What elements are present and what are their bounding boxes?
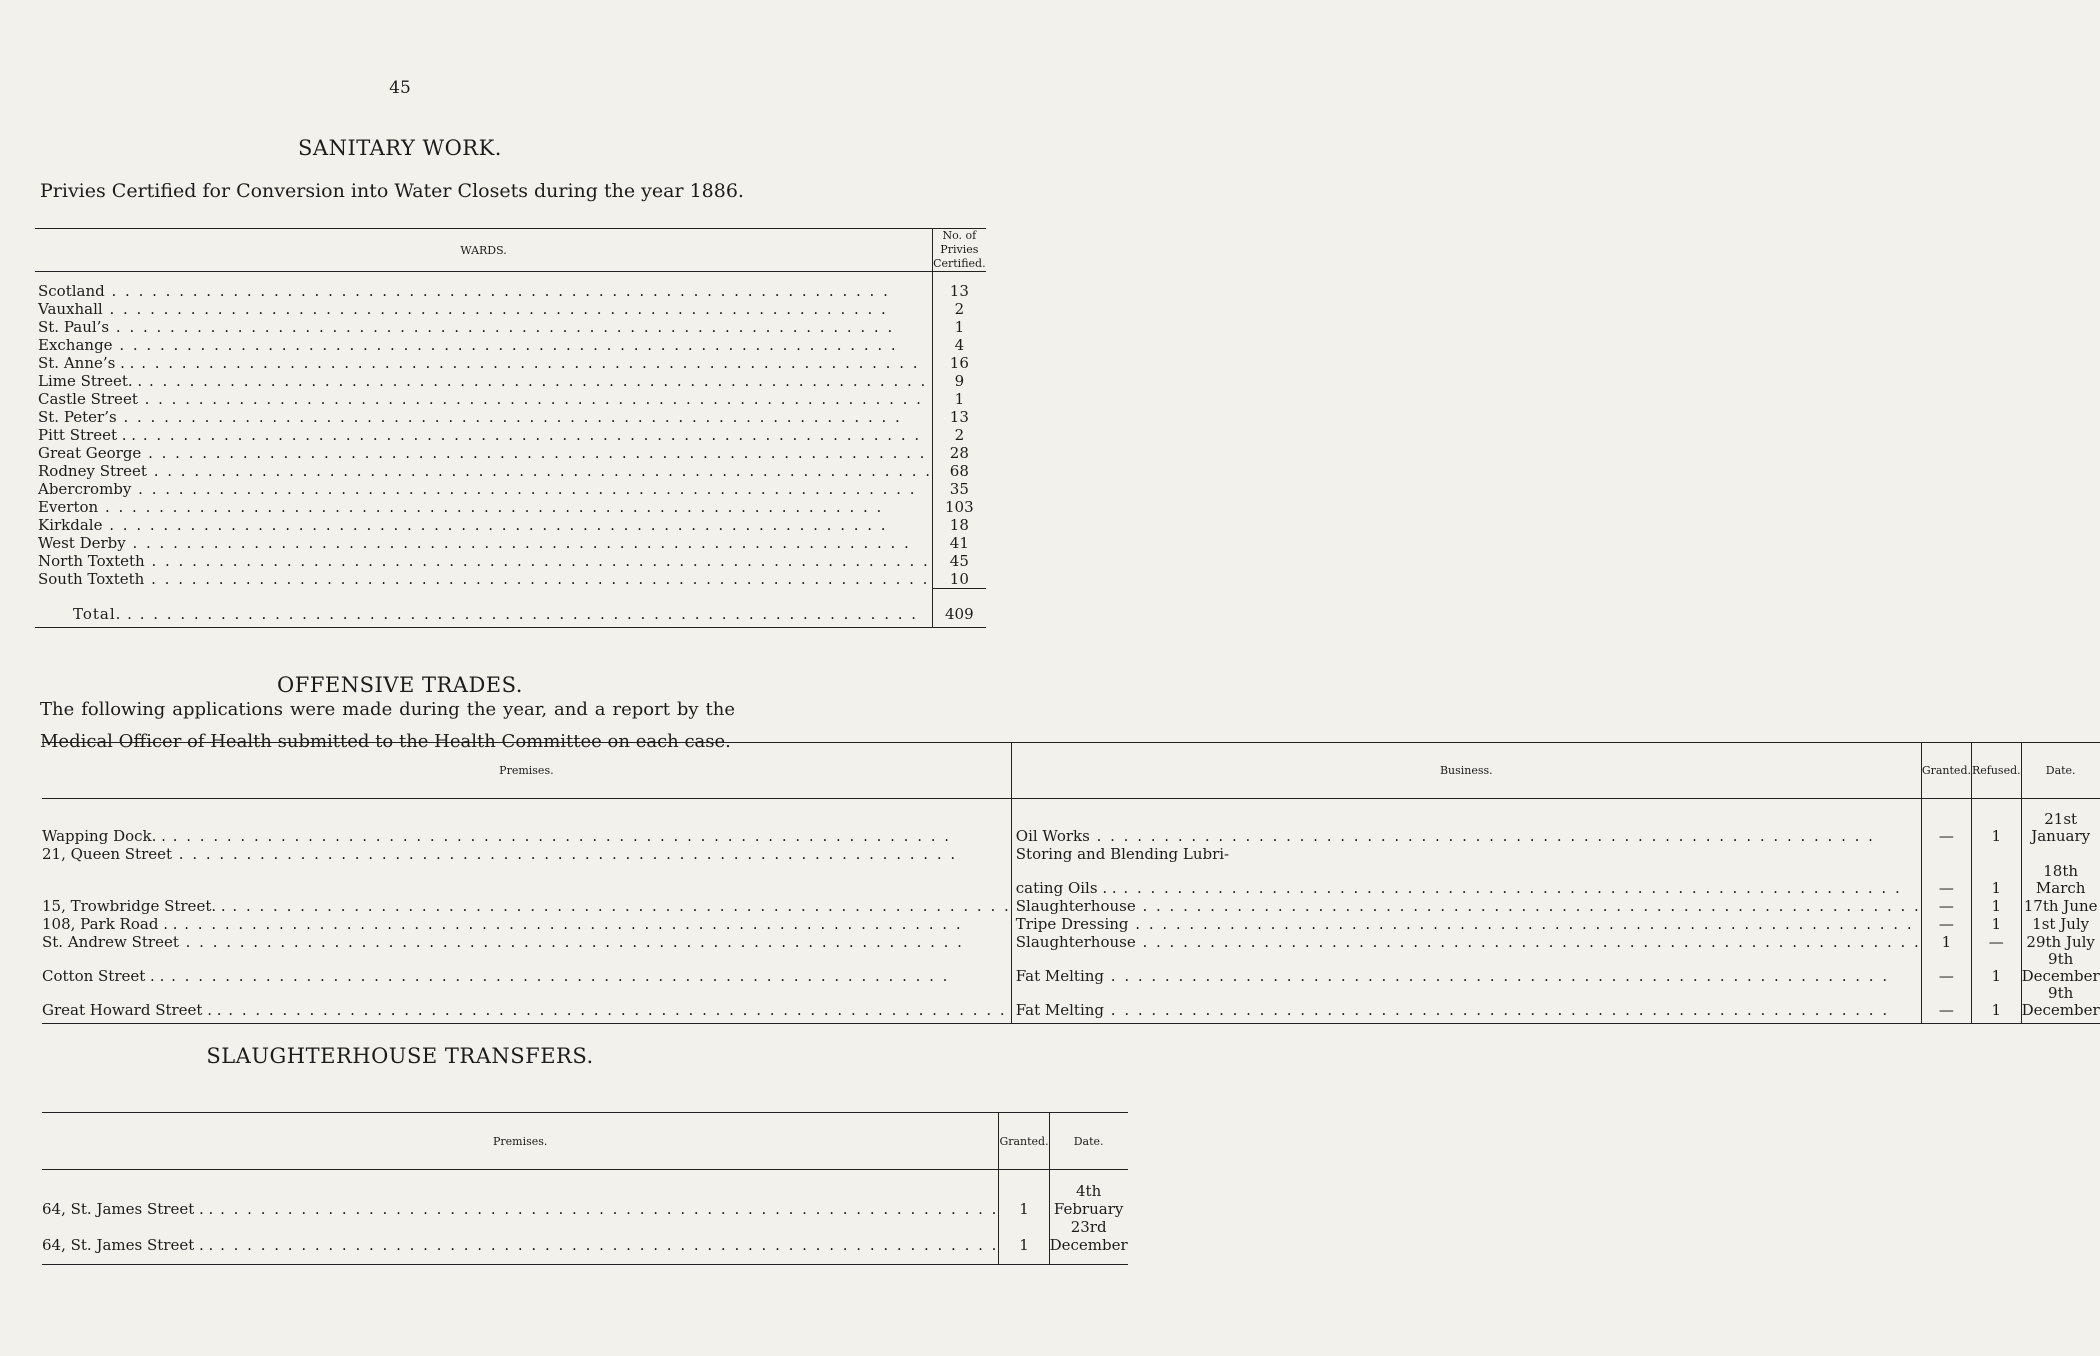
business-cell-text: Fat Melting [1015, 967, 1105, 985]
table-row [35, 426, 986, 444]
date-cell: 18th March [2021, 863, 2100, 897]
ward-name-text: St. Anne’s . . [38, 354, 135, 372]
premises-cell-text: St. Andrew Street [42, 933, 179, 951]
ward-name-text: Rodney Street [38, 462, 147, 480]
ward-name-text: St. Peter’s [38, 408, 117, 426]
premises-cell [42, 933, 1011, 951]
refused-cell: 1 [1971, 915, 2021, 933]
privies-count: 9 [933, 372, 986, 390]
table-row [35, 498, 986, 516]
ward-name [35, 426, 933, 444]
ward-name-text: Castle Street [38, 390, 138, 408]
privies-count: 13 [933, 408, 986, 426]
table-row [42, 863, 2100, 897]
section-heading-offensive-trades: OFFENSIVE TRADES. [277, 673, 523, 697]
granted-cell: — [1921, 985, 1971, 1024]
premises-cell-text: 64, St. James Street . . [42, 1236, 214, 1254]
ward-name-text: Everton [38, 498, 99, 516]
ward-name-text: South Toxteth [38, 570, 145, 589]
table-row [35, 318, 986, 336]
privies-count: 45 [933, 552, 986, 570]
ward-name [35, 552, 933, 570]
date-cell: 4th February [1049, 1170, 1128, 1219]
column-header-premises: Premises. [42, 1113, 999, 1170]
premises-cell-text: 21, Queen Street [42, 845, 173, 863]
business-cell-text: cating Oils . . [1015, 879, 1117, 897]
page-number: 45 [389, 78, 411, 98]
table-row [35, 390, 986, 408]
premises-cell-text: Great Howard Street . . [42, 1001, 222, 1019]
refused-cell: 1 [1971, 799, 2021, 846]
ward-name [35, 444, 933, 462]
ward-name [35, 336, 933, 354]
ward-name-text: North Toxteth [38, 552, 145, 570]
premises-cell [42, 799, 1011, 846]
table-row [35, 462, 986, 480]
date-cell: 9th December [2021, 985, 2100, 1024]
business-cell-text: Slaughterhouse [1015, 933, 1136, 951]
column-header-business: Business. [1011, 743, 1921, 799]
privies-count: 10 [933, 570, 986, 589]
table-row [42, 897, 2100, 915]
ward-name [35, 390, 933, 408]
premises-cell [42, 1170, 999, 1219]
ward-name [35, 462, 933, 480]
business-cell-text: Oil Works [1015, 827, 1090, 845]
premises-cell [42, 845, 1011, 863]
premises-cell [42, 951, 1011, 985]
total-value: 409 [933, 589, 986, 628]
privies-count: 18 [933, 516, 986, 534]
table-row [35, 372, 986, 390]
column-header-privies-certified [933, 229, 986, 272]
ward-name-text: Lime Street. . [38, 372, 143, 390]
granted-cell: 1 [999, 1170, 1049, 1219]
business-cell [1011, 897, 1921, 915]
table-header-row [42, 743, 2100, 799]
column-header-granted: Granted. [999, 1113, 1049, 1170]
privies-count: 35 [933, 480, 986, 498]
ward-name [35, 516, 933, 534]
table-row [42, 1218, 1128, 1265]
ward-name-text: St. Paul’s [38, 318, 110, 336]
table-row [35, 570, 986, 589]
table-row [42, 985, 2100, 1024]
table-row [42, 915, 2100, 933]
refused-cell [1971, 845, 2021, 863]
business-cell [1011, 933, 1921, 951]
privies-count: 68 [933, 462, 986, 480]
premises-cell-text: 64, St. James Street . . [42, 1200, 214, 1218]
date-cell: 23rd December [1049, 1218, 1128, 1265]
granted-cell: — [1921, 951, 1971, 985]
premises-cell [42, 863, 1011, 897]
ward-name [35, 354, 933, 372]
premises-cell [42, 1218, 999, 1265]
premises-cell-text: 108, Park Road . . [42, 915, 178, 933]
wards-table-caption: Privies Certified for Conversion into Water Closets during the year 1886. [40, 180, 744, 202]
table-row [42, 1170, 1128, 1219]
business-cell [1011, 915, 1921, 933]
refused-cell: 1 [1971, 951, 2021, 985]
refused-cell: — [1971, 933, 2021, 951]
ward-name-text: Scotland [38, 282, 105, 300]
premises-cell-text: Wapping Dock. . [42, 827, 166, 845]
ward-name-text: Vauxhall [38, 300, 103, 318]
ward-name-text: Abercromby [38, 480, 132, 498]
ward-name [35, 480, 933, 498]
offensive-trades-intro: The following applications were made during the year, and a report by the Medical Officer of Health submitted to the Health Committee on each case. [40, 699, 735, 752]
business-cell-text: Fat Melting [1015, 1001, 1105, 1019]
premises-cell [42, 915, 1011, 933]
column-header-refused: Refused. [1971, 743, 2021, 799]
table-row [35, 300, 986, 318]
table-row [42, 799, 2100, 846]
table-row [35, 552, 986, 570]
column-header-date: Date. [2021, 743, 2100, 799]
column-header-granted: Granted. [1921, 743, 1971, 799]
table-row [42, 951, 2100, 985]
table-row [35, 336, 986, 354]
table-row [35, 408, 986, 426]
refused-cell: 1 [1971, 897, 2021, 915]
ward-name [35, 408, 933, 426]
privies-count: 2 [933, 426, 986, 444]
ward-name [35, 498, 933, 516]
business-cell [1011, 799, 1921, 846]
date-cell: 1st July [2021, 915, 2100, 933]
table-header-row [42, 1113, 1128, 1170]
business-cell [1011, 863, 1921, 897]
granted-cell: — [1921, 799, 1971, 846]
column-header-line: Certified. [933, 257, 986, 270]
table-row [35, 516, 986, 534]
refused-cell: 1 [1971, 985, 2021, 1024]
privies-count: 2 [933, 300, 986, 318]
total-row [35, 589, 986, 628]
privies-count: 1 [933, 318, 986, 336]
ward-name [35, 534, 933, 552]
privies-count: 28 [933, 444, 986, 462]
table-row [35, 272, 986, 301]
ward-name [35, 272, 933, 301]
offensive-trades-table [42, 742, 2100, 1024]
ward-name [35, 300, 933, 318]
table-row [35, 444, 986, 462]
granted-cell: 1 [1921, 933, 1971, 951]
ward-name-text: West Derby [38, 534, 126, 552]
ward-name-text: Kirkdale [38, 516, 103, 534]
column-header-line: No. of Privies [940, 229, 979, 256]
privies-count: 4 [933, 336, 986, 354]
granted-cell: — [1921, 863, 1971, 897]
table-row [42, 933, 2100, 951]
ward-name [35, 318, 933, 336]
privies-count: 13 [933, 272, 986, 301]
ward-name [35, 372, 933, 390]
section-heading-sanitary-work: SANITARY WORK. [298, 136, 502, 160]
business-cell-text: Tripe Dressing [1015, 915, 1129, 933]
table-row [42, 845, 2100, 863]
premises-cell-text: Cotton Street . . [42, 967, 165, 985]
table-row [35, 534, 986, 552]
privies-count: 41 [933, 534, 986, 552]
premises-cell [42, 985, 1011, 1024]
slaughterhouse-transfers-table [42, 1112, 1128, 1265]
business-cell-text: Slaughterhouse [1015, 897, 1136, 915]
date-cell: 29th July [2021, 933, 2100, 951]
column-header-premises: Premises. [42, 743, 1011, 799]
business-cell [1011, 951, 1921, 985]
ward-name [35, 570, 933, 589]
total-label-text: Total. . [73, 605, 133, 623]
ward-name-text: Exchange [38, 336, 113, 354]
section-heading-slaughterhouse-transfers: SLAUGHTERHOUSE TRANSFERS. [206, 1044, 594, 1068]
date-cell: 9th December [2021, 950, 2100, 985]
date-cell [2021, 845, 2100, 863]
privies-count: 16 [933, 354, 986, 372]
granted-cell [1921, 845, 1971, 863]
granted-cell: — [1921, 897, 1971, 915]
table-header-row [35, 229, 986, 272]
business-cell [1011, 985, 1921, 1024]
refused-cell: 1 [1971, 863, 2021, 897]
column-header-wards: WARDS. [35, 229, 933, 272]
table-row [35, 480, 986, 498]
privies-count: 103 [933, 498, 986, 516]
premises-cell-text: 15, Trowbridge Street. . [42, 897, 226, 915]
granted-cell: — [1921, 915, 1971, 933]
privies-by-ward-table [35, 228, 986, 628]
total-label [35, 589, 933, 628]
privies-count: 1 [933, 390, 986, 408]
date-cell: 17th June [2021, 897, 2100, 915]
table-row [35, 354, 986, 372]
business-cell: Storing and Blending Lubri- [1011, 845, 1921, 863]
date-cell: 21st January [2021, 799, 2100, 846]
ward-name-text: Great George [38, 444, 142, 462]
granted-cell: 1 [999, 1218, 1049, 1265]
premises-cell [42, 897, 1011, 915]
ward-name-text: Pitt Street . . [38, 426, 137, 444]
column-header-date: Date. [1049, 1113, 1128, 1170]
